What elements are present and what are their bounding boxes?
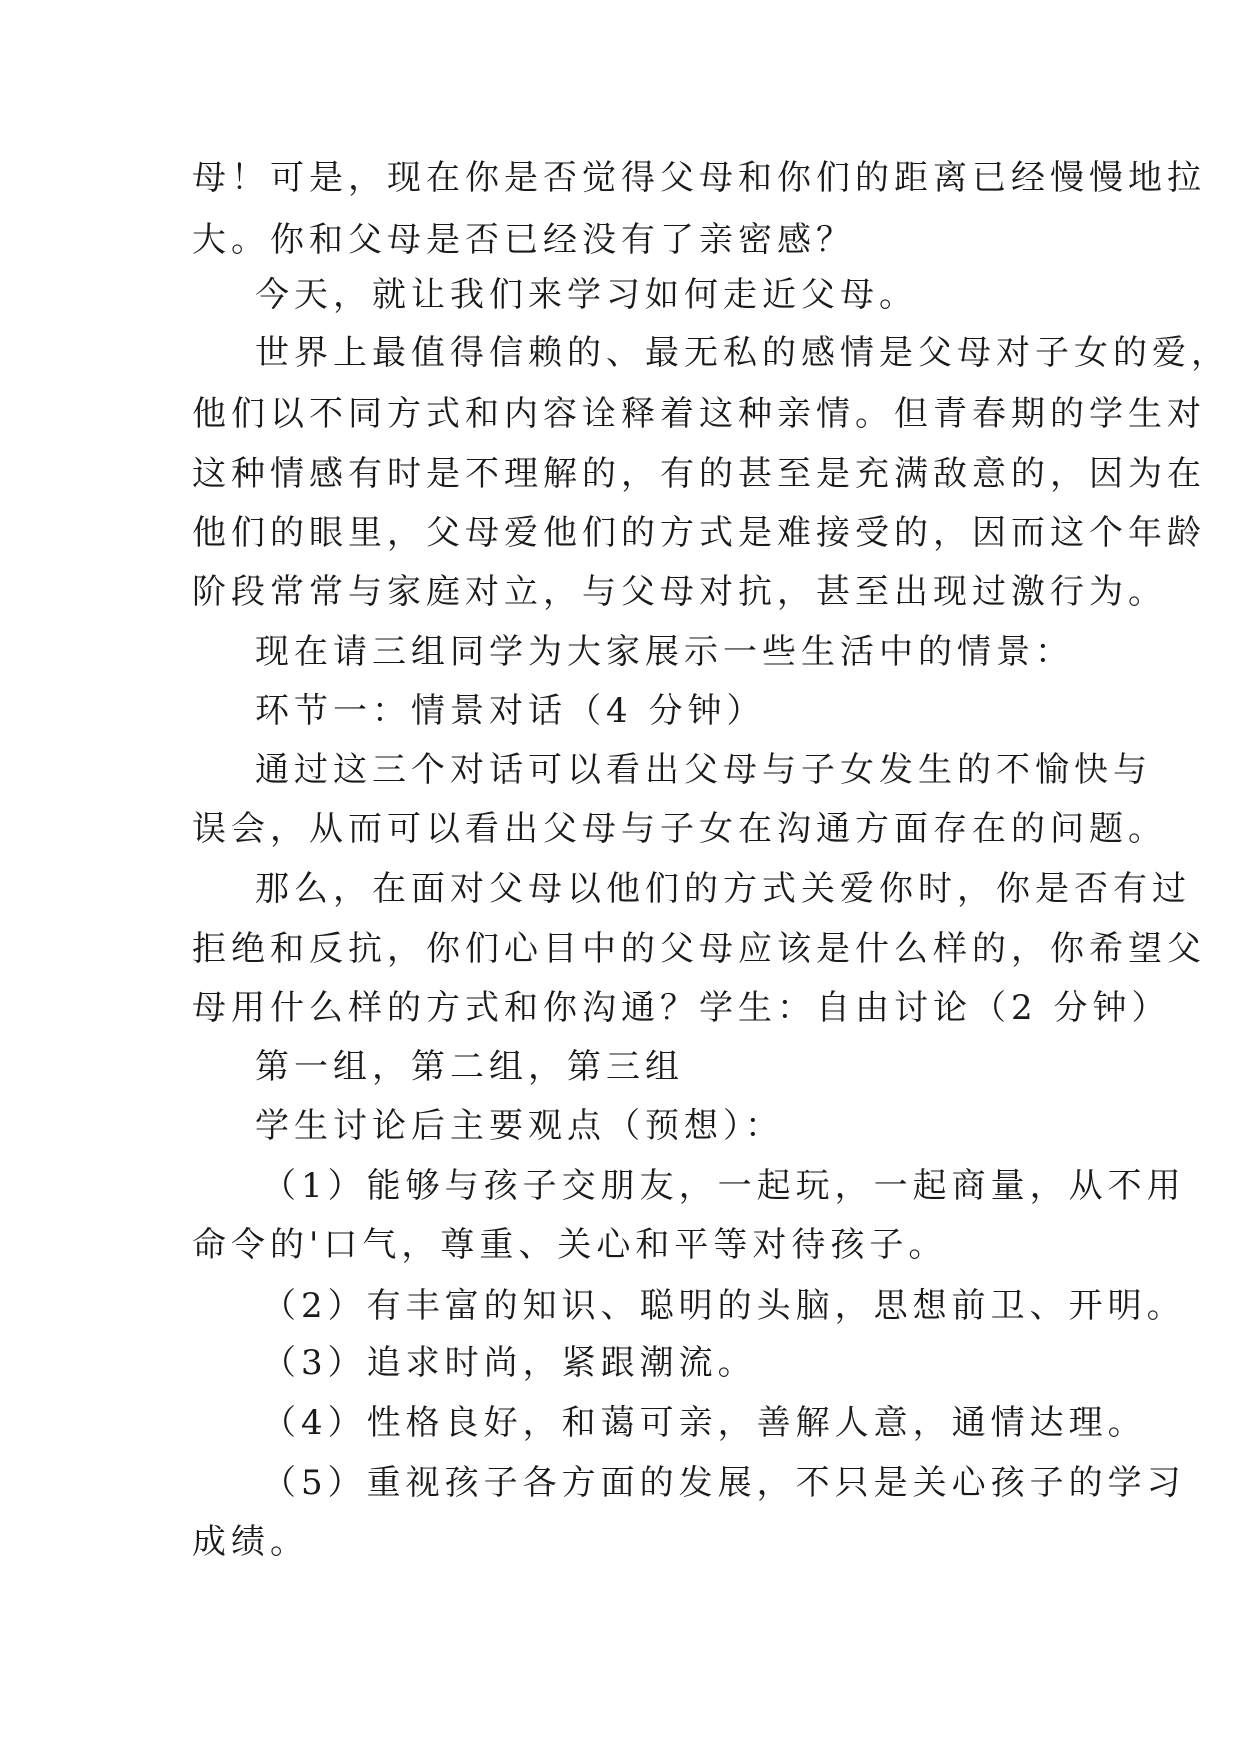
text-line: 这种情感有时是不理解的，有的甚至是充满敌意的，因为在 — [192, 454, 1206, 494]
text-line: 成绩。 — [192, 1522, 309, 1562]
text-line: 现在请三组同学为大家展示一些生活中的情景： — [255, 632, 1074, 672]
text-line: 那么，在面对父母以他们的方式关爱你时，你是否有过 — [255, 869, 1191, 909]
text-line: 大。你和父母是否已经没有了亲密感？ — [192, 220, 855, 260]
text-line: 他们以不同方式和内容诠释着这种亲情。但青春期的学生对 — [192, 394, 1206, 434]
text-line: 第一组，第二组，第三组 — [255, 1047, 684, 1087]
text-line: （5）重视孩子各方面的发展，不只是关心孩子的学习 — [262, 1463, 1186, 1503]
text-line: （4）性格良好，和蔼可亲，善解人意，通情达理。 — [262, 1403, 1147, 1443]
text-line: 今天，就让我们来学习如何走近父母。 — [255, 275, 918, 315]
text-line: 环节一：情景对话（4 分钟） — [255, 691, 766, 731]
text-line: 通过这三个对话可以看出父母与子女发生的不愉快与 — [255, 750, 1152, 790]
text-line: 母用什么样的方式和你沟通？学生：自由讨论（2 分钟） — [192, 988, 1171, 1028]
text-line: 命令的'口气，尊重、关心和平等对待孩子。 — [192, 1225, 948, 1265]
text-line: 他们的眼里，父母爱他们的方式是难接受的，因而这个年龄 — [192, 513, 1206, 553]
text-line: 学生讨论后主要观点（预想）： — [255, 1106, 784, 1146]
text-line: 拒绝和反抗，你们心目中的父母应该是什么样的，你希望父 — [192, 929, 1206, 969]
text-line: 母！可是，现在你是否觉得父母和你们的距离已经慢慢地拉 — [192, 158, 1206, 198]
text-line: （1）能够与孩子交朋友，一起玩，一起商量，从不用 — [262, 1166, 1186, 1206]
text-line: 误会，从而可以看出父母与子女在沟通方面存在的问题。 — [192, 809, 1167, 849]
text-line: （3）追求时尚，紧跟潮流。 — [262, 1343, 757, 1383]
text-line: 阶段常常与家庭对立，与父母对抗，甚至出现过激行为。 — [192, 572, 1167, 612]
text-line: （2）有丰富的知识、聪明的头脑，思想前卫、开明。 — [262, 1286, 1186, 1326]
text-line: 世界上最值得信赖的、最无私的感情是父母对子女的爱， — [255, 333, 1230, 373]
